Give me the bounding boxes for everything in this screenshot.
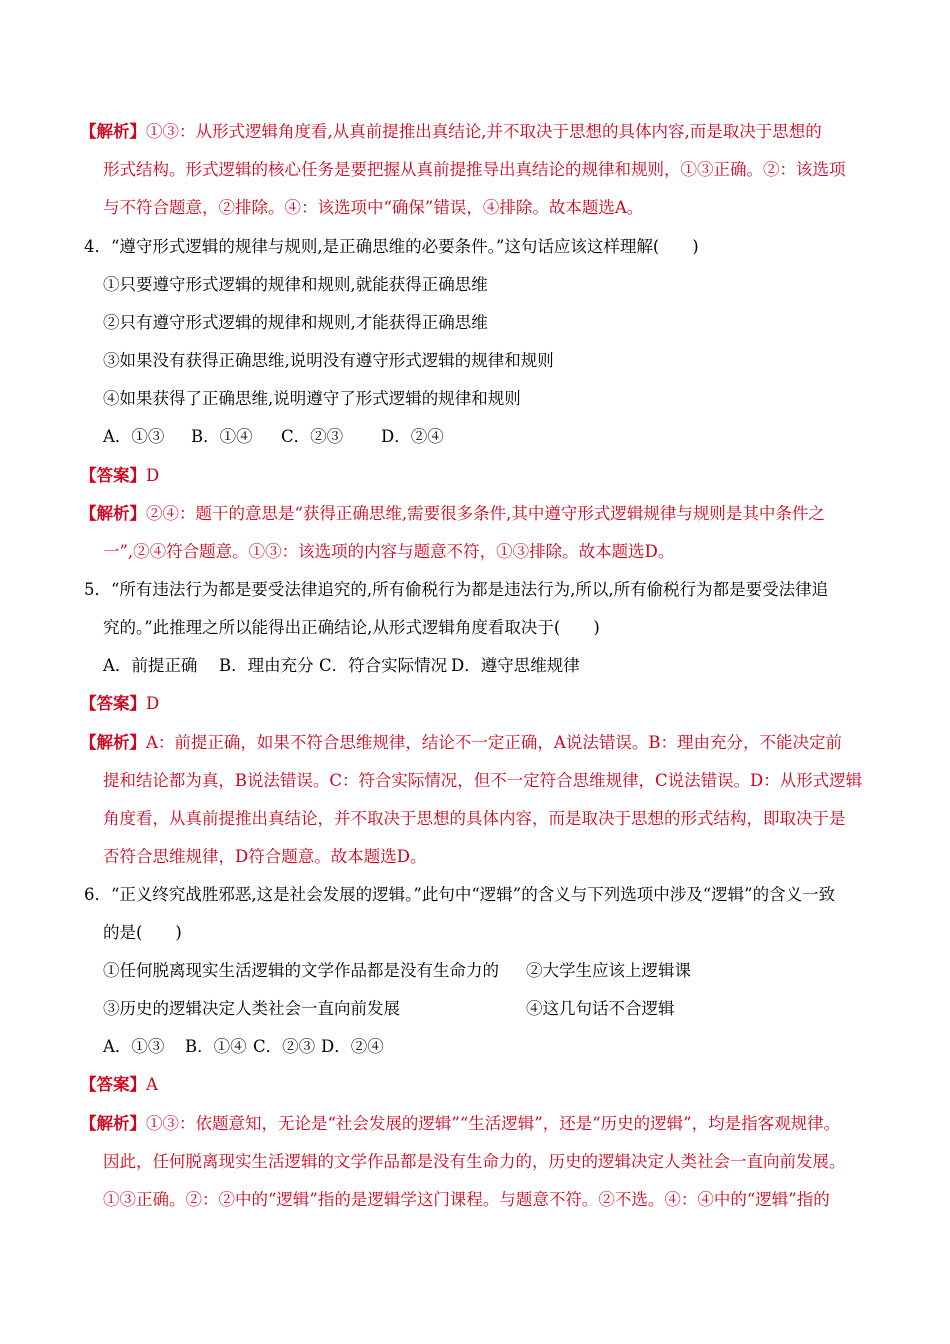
analysis-label: 【解析】 <box>80 122 146 141</box>
q4-answer: 【答案】D <box>80 466 160 485</box>
q6-item-1: ①任何脱离现实生活逻辑的文学作品都是没有生命力的 <box>103 961 499 980</box>
q4-option-c: C．②③ <box>281 427 344 446</box>
q6-option-a: A．①③ <box>103 1037 165 1056</box>
q4-option-b: B．①④ <box>191 427 253 446</box>
q6-item-3: ③历史的逻辑决定人类社会一直向前发展 <box>103 999 400 1018</box>
q5-option-a: A．前提正确 <box>103 656 198 675</box>
q3-analysis-line-3: 与不符合题意，②排除。④：该选项中“确保”错误，④排除。故本题选A。 <box>103 198 644 217</box>
q6-options <box>103 1036 384 1058</box>
q6-analysis-line-2: 因此，任何脱离现实生活逻辑的文学作品都是没有生命力的，历史的逻辑决定人类社会一直向前发展。 <box>103 1152 846 1171</box>
q6-item-2: ②大学生应该上逻辑课 <box>526 961 691 980</box>
q6-answer: 【答案】A <box>80 1075 158 1094</box>
q5-answer: 【答案】D <box>80 694 160 713</box>
q3-analysis-line-1: 【解析】①③：从形式逻辑角度看,从真前提推出真结论,并不取决于思想的具体内容,而是取决于思想的 <box>80 122 822 141</box>
q4-item-2: ②只有遵守形式逻辑的规律和规则,才能获得正确思维 <box>103 313 488 332</box>
q4-item-4: ④如果获得了正确思维,说明遵守了形式逻辑的规律和规则 <box>103 389 521 408</box>
q5-stem-line-2: 究的。”此推理之所以能得出正确结论,从形式逻辑角度看取决于( ) <box>103 618 600 637</box>
q4-item-3: ③如果没有获得正确思维,说明没有遵守形式逻辑的规律和规则 <box>103 351 554 370</box>
q6-option-d: D．②④ <box>321 1037 384 1056</box>
q6-option-c: C．②③ <box>253 1037 316 1056</box>
q6-option-b: B．①④ <box>185 1037 247 1056</box>
q5-analysis-line-4: 否符合思维规律，D符合题意。故本题选D。 <box>103 847 427 866</box>
q5-option-d: D．遵守思维规律 <box>451 656 580 675</box>
q5-analysis-line-2: 提和结论都为真，B说法错误。C：符合实际情况，但不一定符合思维规律，C说法错误。D：从形式逻辑 <box>103 771 863 790</box>
q4-stem: 4．“遵守形式逻辑的规律与规则,是正确思维的必要条件。”这句话应该这样理解( ) <box>84 237 699 256</box>
q6-stem-line-1: 6．“正义终究战胜邪恶,这是社会发展的逻辑。”此句中“逻辑”的含义与下列选项中涉及“逻辑”的含义一致 <box>84 885 836 904</box>
q4-option-d: D．②④ <box>381 427 444 446</box>
q5-option-b: B．理由充分 <box>219 656 314 675</box>
q5-option-c: C．符合实际情况 <box>319 656 448 675</box>
q4-option-a: A．①③ <box>103 427 165 446</box>
q5-analysis-line-1: 【解析】A：前提正确，如果不符合思维规律，结论不一定正确，A说法错误。B：理由充分，不能决定前 <box>80 733 842 752</box>
q4-analysis-line-2: 一”,②④符合题意。①③：该选项的内容与题意不符，①③排除。故本题选D。 <box>103 542 675 561</box>
q6-analysis-line-1: 【解析】①③：依题意知，无论是“社会发展的逻辑”“生活逻辑”，还是“历史的逻辑”，均是指客观规律。 <box>80 1114 841 1133</box>
q4-analysis-line-1: 【解析】②④：题干的意思是“获得正确思维,需要很多条件,其中遵守形式逻辑规律与规则是其中条件之 <box>80 504 825 523</box>
q5-stem-line-1: 5．“所有违法行为都是要受法律追究的,所有偷税行为都是违法行为,所以,所有偷税行为都是要受法律追 <box>84 580 829 599</box>
q6-analysis-line-3: ①③正确。②：②中的“逻辑”指的是逻辑学这门课程。与题意不符。②不选。④：④中的“逻辑”指的 <box>103 1190 830 1209</box>
q5-analysis-line-3: 角度看，从真前提推出真结论，并不取决于思想的具体内容，而是取决于思想的形式结构，即取决于是 <box>103 809 846 828</box>
q3-analysis-line-2: 形式结构。形式逻辑的核心任务是要把握从真前提推导出真结论的规律和规则，①③正确。②：该选项 <box>103 160 846 179</box>
q6-item-4: ④这几句话不合逻辑 <box>526 999 675 1018</box>
q5-options <box>103 655 580 677</box>
q4-options <box>103 426 444 448</box>
q4-item-1: ①只要遵守形式逻辑的规律和规则,就能获得正确思维 <box>103 275 488 294</box>
q6-stem-line-2: 的是( ) <box>103 923 182 942</box>
